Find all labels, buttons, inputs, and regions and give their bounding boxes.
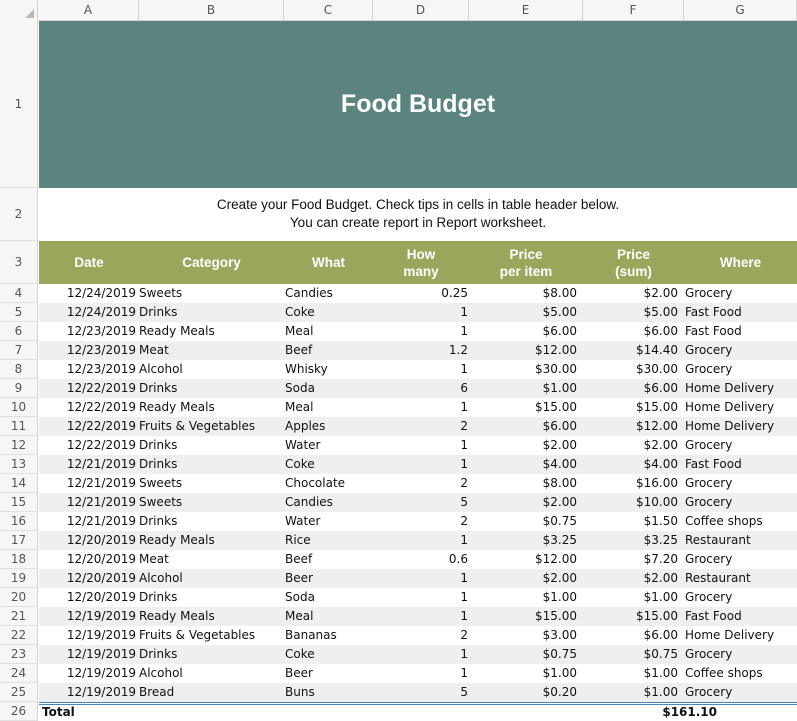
row-header-6[interactable]: 6: [0, 322, 38, 341]
cell-what[interactable]: Rice: [285, 533, 311, 547]
cell-what[interactable]: Meal: [285, 400, 314, 414]
cell-date[interactable]: 12/21/2019: [66, 476, 136, 490]
cell-category[interactable]: Ready Meals: [139, 533, 215, 547]
cell-price-per-item[interactable]: $1.00: [542, 590, 577, 604]
cell-date[interactable]: 12/21/2019: [66, 457, 136, 471]
cell-how-many[interactable]: 1: [460, 647, 468, 661]
cell-what[interactable]: Soda: [285, 590, 315, 604]
cell-where[interactable]: Fast Food: [685, 305, 742, 319]
column-header-g[interactable]: G: [684, 0, 797, 21]
sheet-title: Food Budget: [340, 90, 496, 118]
cell-what[interactable]: Buns: [285, 685, 315, 699]
table-row: [39, 341, 797, 360]
cell-how-many[interactable]: 1: [460, 571, 468, 585]
table-row: [39, 455, 797, 474]
table-row: [39, 683, 797, 702]
cell-category[interactable]: Meat: [139, 343, 169, 357]
column-header-f[interactable]: F: [583, 0, 684, 21]
cell-where[interactable]: Restaurant: [685, 571, 751, 585]
cell-price-per-item[interactable]: $12.00: [535, 343, 577, 357]
row-header-7[interactable]: 7: [0, 341, 38, 360]
table-row: [39, 531, 797, 550]
cell-where[interactable]: Coffee shops: [685, 514, 763, 528]
header-how-many-line-1: How: [406, 246, 436, 262]
cell-category[interactable]: Drinks: [139, 590, 178, 604]
cell-price-per-item[interactable]: $15.00: [535, 400, 577, 414]
cell-where[interactable]: Restaurant: [685, 533, 751, 547]
row-header-17[interactable]: 17: [0, 531, 38, 550]
cell-date[interactable]: 12/19/2019: [66, 609, 136, 623]
table-row: [39, 550, 797, 569]
row-header-24[interactable]: 24: [0, 664, 38, 683]
cell-category[interactable]: Drinks: [139, 438, 178, 452]
row-header-25[interactable]: 25: [0, 683, 38, 702]
cell-price-sum[interactable]: $4.00: [643, 457, 678, 471]
row-header-8[interactable]: 8: [0, 360, 38, 379]
cell-price-per-item[interactable]: $6.00: [542, 324, 577, 338]
header-where[interactable]: Where: [719, 255, 762, 270]
cell-category[interactable]: Fruits & Vegetables: [139, 628, 256, 642]
cell-where[interactable]: Grocery: [685, 685, 733, 699]
cell-price-per-item[interactable]: $15.00: [535, 609, 577, 623]
cell-where[interactable]: Grocery: [685, 590, 733, 604]
cell-what[interactable]: Beef: [285, 552, 313, 566]
cell-where[interactable]: Grocery: [685, 476, 733, 490]
cell-category[interactable]: Sweets: [139, 286, 183, 300]
cell-category[interactable]: Alcohol: [139, 571, 183, 585]
cell-how-many[interactable]: 2: [460, 514, 468, 528]
cell-price-sum[interactable]: $1.00: [643, 685, 678, 699]
cell-price-sum[interactable]: $16.00: [636, 476, 678, 490]
row-header-26[interactable]: 26: [0, 702, 38, 721]
cell-price-per-item[interactable]: $0.75: [542, 647, 577, 661]
cell-date[interactable]: 12/20/2019: [66, 533, 136, 547]
cell-price-sum[interactable]: $6.00: [643, 381, 678, 395]
cell-how-many[interactable]: 1: [460, 590, 468, 604]
cell-category[interactable]: Sweets: [139, 476, 183, 490]
header-price-sum[interactable]: [583, 241, 684, 284]
cell-price-sum[interactable]: $2.00: [643, 438, 678, 452]
cell-where[interactable]: Fast Food: [685, 457, 742, 471]
cell-what[interactable]: Beef: [285, 343, 313, 357]
cell-category[interactable]: Bread: [139, 685, 175, 699]
table-row: [39, 379, 797, 398]
row-header-16[interactable]: 16: [0, 512, 38, 531]
cell-how-many[interactable]: 0.6: [448, 552, 468, 566]
row-header-14[interactable]: 14: [0, 474, 38, 493]
cell-date[interactable]: 12/23/2019: [66, 362, 136, 376]
cell-where[interactable]: Grocery: [685, 343, 733, 357]
cell-where[interactable]: Grocery: [685, 552, 733, 566]
table-row: [39, 360, 797, 379]
cell-what[interactable]: Candies: [285, 495, 333, 509]
cell-date[interactable]: 12/19/2019: [66, 647, 136, 661]
cell-what[interactable]: Meal: [285, 609, 314, 623]
cell-category[interactable]: Sweets: [139, 495, 183, 509]
header-price-per-item-line-1: Price: [509, 246, 543, 262]
cell-price-per-item[interactable]: $2.00: [542, 438, 577, 452]
cell-price-sum[interactable]: $7.20: [643, 552, 678, 566]
instructions[interactable]: [39, 196, 797, 232]
cell-price-per-item[interactable]: $8.00: [542, 286, 577, 300]
cell-price-sum[interactable]: $12.00: [636, 419, 678, 433]
row-header-10[interactable]: 10: [0, 398, 38, 417]
cell-what[interactable]: Coke: [285, 305, 315, 319]
table-row: [39, 569, 797, 588]
cell-what[interactable]: Bananas: [285, 628, 337, 642]
cell-price-sum[interactable]: $1.50: [643, 514, 678, 528]
cell-category[interactable]: Drinks: [139, 514, 178, 528]
cell-price-sum[interactable]: $6.00: [643, 628, 678, 642]
cell-price-sum[interactable]: $5.00: [643, 305, 678, 319]
cell-price-sum[interactable]: $30.00: [636, 362, 678, 376]
row-header-23[interactable]: 23: [0, 645, 38, 664]
cell-how-many[interactable]: 1: [460, 438, 468, 452]
row-header-4[interactable]: 4: [0, 284, 38, 303]
cell-where[interactable]: Home Delivery: [685, 400, 775, 414]
header-how-many[interactable]: [373, 241, 469, 284]
cell-price-per-item[interactable]: $2.00: [542, 571, 577, 585]
header-price-per-item[interactable]: [469, 241, 583, 284]
cell-what[interactable]: Water: [285, 438, 321, 452]
cell-what[interactable]: Beer: [285, 571, 313, 585]
column-header-a[interactable]: A: [38, 0, 139, 21]
header-how-many-line-2: many: [403, 263, 439, 279]
cell-how-many[interactable]: 1: [460, 457, 468, 471]
cell-date[interactable]: 12/21/2019: [66, 514, 136, 528]
cell-price-sum[interactable]: $1.00: [643, 666, 678, 680]
instructions-line-2: You can create report in Report worksheet.: [289, 215, 547, 230]
cell-how-many[interactable]: 5: [460, 685, 468, 699]
cell-what[interactable]: Chocolate: [285, 476, 346, 490]
cell-price-per-item[interactable]: $12.00: [535, 552, 577, 566]
row-header-3[interactable]: 3: [0, 241, 38, 284]
cell-price-sum[interactable]: $1.00: [643, 590, 678, 604]
cell-how-many[interactable]: 2: [460, 476, 468, 490]
table-row: [39, 493, 797, 512]
cell-category[interactable]: Drinks: [139, 647, 178, 661]
table-row: [39, 474, 797, 493]
column-header-c[interactable]: C: [284, 0, 373, 21]
cell-price-sum[interactable]: $15.00: [636, 400, 678, 414]
cell-date[interactable]: 12/22/2019: [66, 381, 136, 395]
cell-price-sum[interactable]: $10.00: [636, 495, 678, 509]
cell-category[interactable]: Alcohol: [139, 666, 183, 680]
cell-date[interactable]: 12/21/2019: [66, 495, 136, 509]
cell-how-many[interactable]: 1: [460, 305, 468, 319]
cell-category[interactable]: Drinks: [139, 381, 178, 395]
cell-what[interactable]: Soda: [285, 381, 315, 395]
header-price-sum-line-1: Price: [616, 246, 651, 262]
cell-date[interactable]: 12/23/2019: [66, 343, 136, 357]
row-header-19[interactable]: 19: [0, 569, 38, 588]
header-category[interactable]: Category: [182, 255, 241, 270]
cell-date[interactable]: 12/24/2019: [66, 305, 136, 319]
cell-price-sum[interactable]: $14.40: [636, 343, 678, 357]
cell-price-per-item[interactable]: $0.75: [542, 514, 577, 528]
cell-price-per-item[interactable]: $5.00: [542, 305, 577, 319]
column-header-e[interactable]: E: [469, 0, 583, 21]
cell-price-sum[interactable]: $3.25: [643, 533, 678, 547]
cell-date[interactable]: 12/19/2019: [66, 628, 136, 642]
cell-where[interactable]: Home Delivery: [685, 628, 775, 642]
cell-price-sum[interactable]: $6.00: [643, 324, 678, 338]
table-row: [39, 512, 797, 531]
cell-how-many[interactable]: 2: [460, 419, 468, 433]
cell-price-per-item[interactable]: $4.00: [542, 457, 577, 471]
header-what[interactable]: What: [312, 255, 345, 270]
cell-date[interactable]: 12/23/2019: [66, 324, 136, 338]
cell-what[interactable]: Meal: [285, 324, 314, 338]
row-header-18[interactable]: 18: [0, 550, 38, 569]
cell-price-per-item[interactable]: $8.00: [542, 476, 577, 490]
cell-price-per-item[interactable]: $0.20: [542, 685, 577, 699]
cell-category[interactable]: Drinks: [139, 457, 178, 471]
cell-what[interactable]: Coke: [285, 647, 315, 661]
row-header-15[interactable]: 15: [0, 493, 38, 512]
instructions-line-1: Create your Food Budget. Check tips in cells in table header below.: [216, 197, 620, 212]
cell-date[interactable]: 12/22/2019: [66, 419, 136, 433]
cell-how-many[interactable]: 1: [460, 324, 468, 338]
cell-price-sum[interactable]: $15.00: [636, 609, 678, 623]
cell-price-per-item[interactable]: $3.25: [542, 533, 577, 547]
cell-price-per-item[interactable]: $1.00: [542, 666, 577, 680]
cell-how-many[interactable]: 1: [460, 609, 468, 623]
row-header-11[interactable]: 11: [0, 417, 38, 436]
cell-where[interactable]: Fast Food: [685, 609, 742, 623]
table-row: [39, 322, 797, 341]
cell-price-sum[interactable]: $2.00: [643, 286, 678, 300]
cell-category[interactable]: Ready Meals: [139, 609, 215, 623]
cell-what[interactable]: Candies: [285, 286, 333, 300]
cell-where[interactable]: Grocery: [685, 647, 733, 661]
cell-how-many[interactable]: 1: [460, 666, 468, 680]
cell-how-many[interactable]: 1.2: [448, 343, 468, 357]
cell-price-per-item[interactable]: $2.00: [542, 495, 577, 509]
cell-date[interactable]: 12/20/2019: [66, 590, 136, 604]
row-header-1[interactable]: 1: [0, 21, 38, 188]
total-label[interactable]: Total: [42, 705, 75, 719]
select-all-corner[interactable]: [0, 0, 38, 21]
row-header-22[interactable]: 22: [0, 626, 38, 645]
cell-price-per-item[interactable]: $1.00: [542, 381, 577, 395]
cell-how-many[interactable]: 2: [460, 628, 468, 642]
cell-category[interactable]: Alcohol: [139, 362, 183, 376]
cell-how-many[interactable]: 1: [460, 400, 468, 414]
column-header-d[interactable]: D: [373, 0, 469, 21]
table-row: [39, 417, 797, 436]
total-value[interactable]: $161.10: [662, 705, 717, 719]
table-row: [39, 303, 797, 322]
table-row: [39, 436, 797, 455]
cell-date[interactable]: 12/22/2019: [66, 400, 136, 414]
cell-where[interactable]: Grocery: [685, 438, 733, 452]
cell-how-many[interactable]: 5: [460, 495, 468, 509]
header-date[interactable]: Date: [74, 255, 104, 270]
cell-date[interactable]: 12/22/2019: [66, 438, 136, 452]
cell-where[interactable]: Grocery: [685, 286, 733, 300]
cell-what[interactable]: Whisky: [285, 362, 328, 376]
cell-category[interactable]: Fruits & Vegetables: [139, 419, 256, 433]
table-row: [39, 284, 797, 303]
cell-category[interactable]: Ready Meals: [139, 324, 215, 338]
cell-date[interactable]: 12/19/2019: [66, 685, 136, 699]
cell-where[interactable]: Grocery: [685, 495, 733, 509]
table-row: [39, 645, 797, 664]
cell-where[interactable]: Fast Food: [685, 324, 742, 338]
table-row: [39, 664, 797, 683]
table-row: [39, 588, 797, 607]
cell-category[interactable]: Drinks: [139, 305, 178, 319]
cell-date[interactable]: 12/24/2019: [66, 286, 136, 300]
cell-what[interactable]: Water: [285, 514, 321, 528]
cell-category[interactable]: Ready Meals: [139, 400, 215, 414]
cell-how-many[interactable]: 6: [460, 381, 468, 395]
select-all-icon: [25, 9, 34, 18]
cell-how-many[interactable]: 1: [460, 362, 468, 376]
table-row: [39, 607, 797, 626]
column-header-b[interactable]: B: [139, 0, 284, 21]
row-header-9[interactable]: 9: [0, 379, 38, 398]
cell-category[interactable]: Meat: [139, 552, 169, 566]
row-header-5[interactable]: 5: [0, 303, 38, 322]
cell-price-per-item[interactable]: $30.00: [535, 362, 577, 376]
cell-price-sum[interactable]: $0.75: [643, 647, 678, 661]
total-row: [39, 703, 797, 721]
cell-where[interactable]: Home Delivery: [685, 381, 775, 395]
cell-date[interactable]: 12/19/2019: [66, 666, 136, 680]
header-price-sum-line-2: (sum): [615, 263, 652, 279]
table-row: [39, 398, 797, 417]
cell-what[interactable]: Beer: [285, 666, 313, 680]
header-price-per-item-line-2: per item: [499, 263, 553, 279]
cell-price-per-item[interactable]: $6.00: [542, 419, 577, 433]
cell-date[interactable]: 12/20/2019: [66, 571, 136, 585]
cell-how-many[interactable]: 1: [460, 533, 468, 547]
cell-where[interactable]: Grocery: [685, 362, 733, 376]
cell-where[interactable]: Home Delivery: [685, 419, 775, 433]
cell-where[interactable]: Coffee shops: [685, 666, 763, 680]
cell-price-per-item[interactable]: $3.00: [542, 628, 577, 642]
row-header-13[interactable]: 13: [0, 455, 38, 474]
cell-what[interactable]: Apples: [285, 419, 326, 433]
row-header-12[interactable]: 12: [0, 436, 38, 455]
table-row: [39, 626, 797, 645]
row-header-21[interactable]: 21: [0, 607, 38, 626]
row-header-2[interactable]: 2: [0, 188, 38, 241]
cell-date[interactable]: 12/20/2019: [66, 552, 136, 566]
cell-what[interactable]: Coke: [285, 457, 315, 471]
cell-price-sum[interactable]: $2.00: [643, 571, 678, 585]
cell-how-many[interactable]: 0.25: [441, 286, 468, 300]
row-header-20[interactable]: 20: [0, 588, 38, 607]
